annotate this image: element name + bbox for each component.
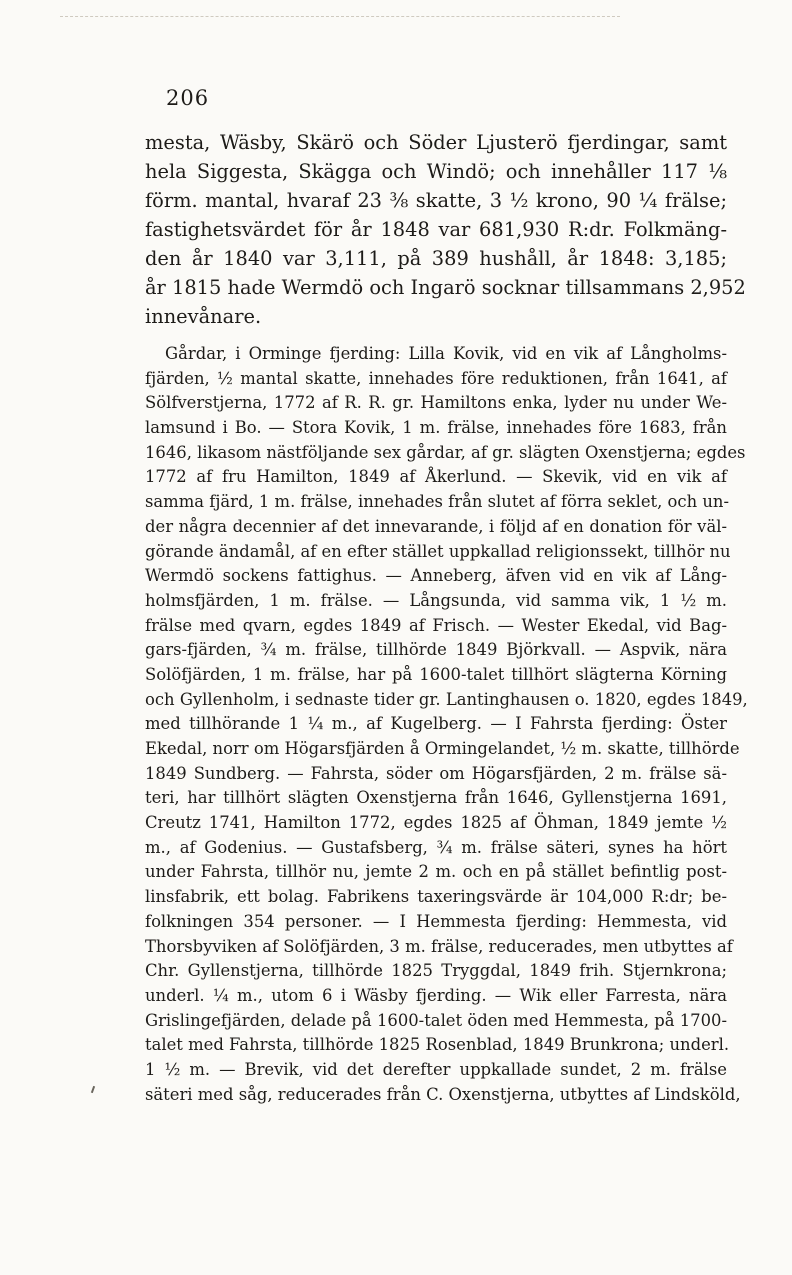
text-line: under Fahrsta, tillhör nu, jemte 2 m. och en på stället befintlig post- (145, 862, 727, 882)
text-line: underl. ¼ m., utom 6 i Wäsby fjerding. — Wik eller Farresta, nära (145, 985, 727, 1005)
text-line: Wermdö sockens fattighus. — Anneberg, äfven vid en vik af Lång- (145, 566, 727, 586)
text-line: Thorsbyviken af Solöfjärden, 3 m. frälse, reducerades, men utbyttes af (145, 936, 733, 956)
text-line: frälse med qvarn, egdes 1849 af Frisch. — Wester Ekedal, vid Bag- (145, 615, 727, 635)
text-line: holmsfjärden, 1 m. frälse. — Långsunda, vid samma vik, 1 ½ m. (145, 590, 727, 610)
text-line: Grislingefjärden, delade på 1600-talet öden med Hemmesta, på 1700- (145, 1010, 727, 1030)
text-line: med tillhörande 1 ¼ m., af Kugelberg. — I Fahrsta fjerding: Öster (145, 714, 727, 734)
text-line: 1772 af fru Hamilton, 1849 af Åkerlund. — Skevik, vid en vik af (145, 467, 727, 487)
text-line: fastighetsvärdet för år 1848 var 681,930 R:dr. Folkmäng- (145, 218, 727, 241)
intro-paragraph (145, 128, 746, 331)
text-line: säteri med såg, reducerades från C. Oxenstjerna, utbyttes af Lindsköld, (145, 1084, 741, 1104)
text-line: folkningen 354 personer. — I Hemmesta fjerding: Hemmesta, vid (145, 911, 727, 931)
text-line: förm. mantal, hvaraf 23 ⅜ skatte, 3 ½ krono, 90 ¼ frälse; (145, 189, 727, 212)
text-line: 1849 Sundberg. — Fahrsta, söder om Högarsfjärden, 2 m. frälse sä- (145, 763, 727, 783)
text-line: 1 ½ m. — Brevik, vid det derefter uppkallade sundet, 2 m. frälse (145, 1059, 727, 1079)
text-line: och Gyllenholm, i sednaste tider gr. Lantinghausen o. 1820, egdes 1849, (145, 689, 748, 709)
text-line: hela Siggesta, Skägga och Windö; och innehåller 117 ⅛ (145, 160, 727, 183)
text-line: innevånare. (145, 305, 262, 328)
text-line: görande ändamål, af en efter stället uppkallad religionssekt, tillhör nu (145, 541, 731, 561)
text-line: teri, har tillhört slägten Oxenstjerna från 1646, Gyllenstjerna 1691, (145, 788, 727, 808)
text-line: fjärden, ½ mantal skatte, innehades före reduktionen, från 1641, af (145, 368, 727, 388)
page-number: 206 (166, 86, 210, 110)
text-line: linsfabrik, ett bolag. Fabrikens taxeringsvärde är 104,000 R:dr; be- (145, 887, 727, 907)
text-line: talet med Fahrsta, tillhörde 1825 Rosenblad, 1849 Brunkrona; underl. (145, 1035, 730, 1055)
text-line: Solöfjärden, 1 m. frälse, har på 1600-talet tillhört slägterna Körning (145, 664, 727, 684)
text-line: Ekedal, norr om Högarsfjärden å Ormingelandet, ½ m. skatte, tillhörde (145, 739, 740, 758)
text-line: gars-fjärden, ¾ m. frälse, tillhörde 1849 Björkvall. — Aspvik, nära (145, 640, 727, 660)
text-line: Chr. Gyllenstjerna, tillhörde 1825 Tryggdal, 1849 frih. Stjernkrona; (145, 961, 727, 981)
text-line: Gårdar, i Orminge fjerding: Lilla Kovik, vid en vik af Långholms- (165, 344, 727, 363)
text-line: den år 1840 var 3,111, på 389 hushåll, år 1848: 3,185; (145, 247, 727, 270)
margin-mark (91, 1086, 95, 1093)
text-line: 1646, likasom nästföljande sex gårdar, af gr. slägten Oxenstjerna; egdes (145, 442, 746, 462)
text-line: der några decennier af det innevarande, i följd af en donation för väl- (145, 516, 727, 536)
text-line: mesta, Wäsby, Skärö och Söder Ljusterö fjerdingar, samt (145, 131, 727, 154)
text-line: år 1815 hade Wermdö och Ingarö socknar tillsammans 2,952 (145, 276, 746, 299)
text-line: Sölfverstjerna, 1772 af R. R. gr. Hamiltons enka, lyder nu under We- (145, 393, 727, 413)
scan-edge-line (60, 16, 620, 17)
text-line: m., af Godenius. — Gustafsberg, ¾ m. frälse säteri, synes ha hört (145, 837, 727, 857)
text-line: Creutz 1741, Hamilton 1772, egdes 1825 af Öhman, 1849 jemte ½ (145, 813, 727, 833)
body-paragraph (145, 342, 748, 1107)
text-line: samma fjärd, 1 m. frälse, innehades från slutet af förra seklet, och un- (145, 492, 729, 512)
text-line: lamsund i Bo. — Stora Kovik, 1 m. frälse, innehades före 1683, från (145, 418, 727, 438)
